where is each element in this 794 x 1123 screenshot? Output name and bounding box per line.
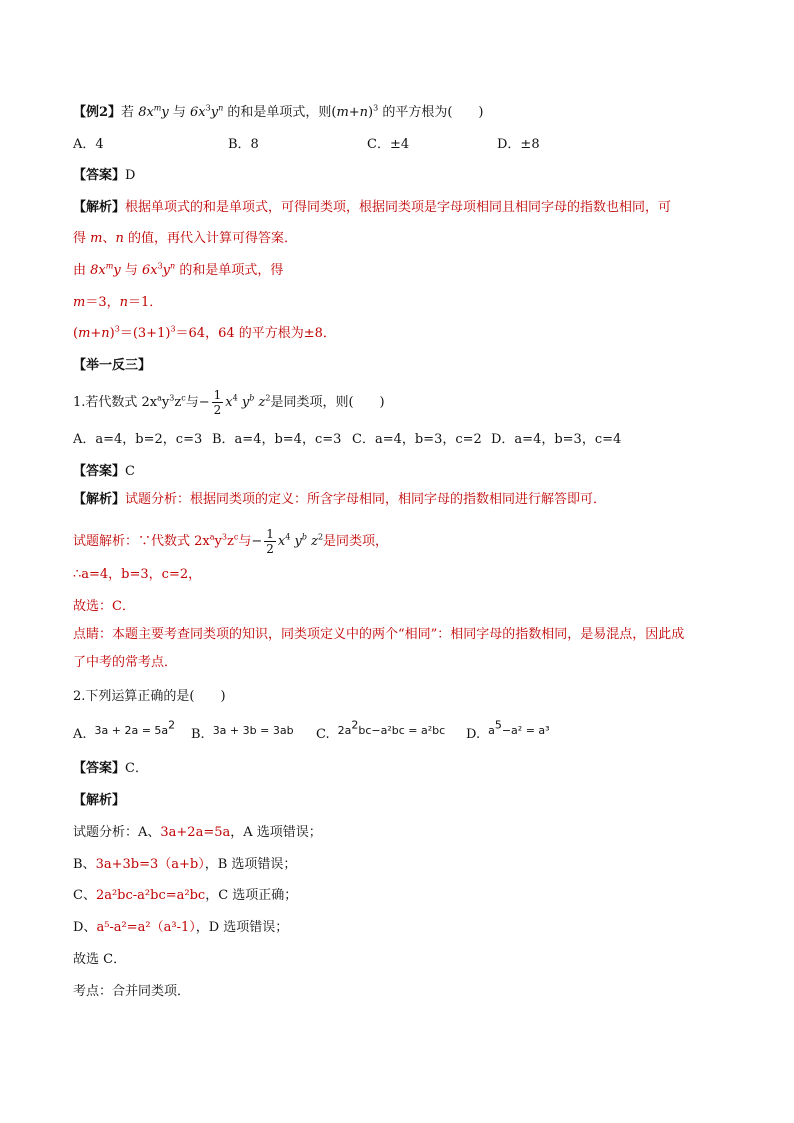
option-b: B．8	[228, 137, 259, 152]
fraction-half-solution: $\frac{1}{2}$	[266, 527, 274, 556]
q2-step-3: C、2a²bc-a²bc=a²bc，C 选项正确；	[73, 888, 298, 903]
analysis-step-1: 由 $8x^my$ 与 $6x^3y^n$ 的和是单项式，得	[73, 261, 284, 278]
q2-step-4: D、a⁵-a²=a²（a³-1），D 选项错误；	[73, 920, 289, 935]
q1-solution: 试题解析：∵代数式 $2x^ay^3z^c$与− $\frac{1}{2}$ $x^4$ $y^b$ $z^2$是同类项，	[73, 527, 389, 556]
analysis-line-1: 【解析】根据单项式的和是单项式，可得同类项，根据同类项是字母项相同且相同字母的指数也相同，可	[73, 200, 672, 215]
option-a: A．4	[73, 137, 104, 152]
option-d: D．±8	[497, 137, 540, 152]
q2-step-1: 试题分析：A、3a+2a=5a，A 选项错误；	[73, 825, 322, 840]
q1-comment: 点睛：本题主要考查同类项的知识，同类项定义中的两个“相同”：相同字母的指数相同，是易混点，因此成	[73, 627, 685, 642]
extend-heading: 【举一反三】	[73, 358, 152, 373]
q2-choose: 故选 C．	[73, 952, 127, 967]
example-2-question: 【例2】若 $8x^my$ 与 $6x^3y^n$ 的和是单项式，则$(m+n)^3$ 的平方根为( )	[73, 103, 484, 120]
q1-answer-line: 【答案】C	[73, 464, 135, 479]
q2-point: 考点：合并同类项．	[73, 984, 191, 999]
q1-option-a: A．a=4，b=2，c=3	[73, 432, 203, 447]
answer-line: 【答案】D	[73, 168, 136, 183]
q2-option-d: D. $a^5-a^2 = a^3$	[466, 718, 550, 742]
q1-conclusion: ∴a=4，b=3，c=2，	[73, 567, 202, 582]
q1-option-b: B．a=4，b=4，c=3	[212, 432, 342, 447]
analysis-step-2: m＝3，n＝1．	[73, 295, 163, 310]
example-label: 【例2】	[73, 105, 122, 120]
analysis-step-3: $(m+n)^3=(3+1)^3=64$，64 的平方根为±8．	[73, 324, 336, 341]
q1-analysis-line: 【解析】试题分析：根据同类项的定义：所含字母相同，相同字母的指数相同进行解答即可．	[73, 492, 607, 507]
option-c: C．±4	[367, 137, 410, 152]
q1-option-c: C．a=4，b=3，c=2	[352, 432, 482, 447]
q2-option-a: A. $3a + 2a = 5a^2$	[73, 718, 176, 742]
q1-question: 1.若代数式 $2x^ay^3z^c$与− $\frac{1}{2}$ $x^4$ $y^b$ $z^2$是同类项，则( )	[73, 388, 385, 417]
q2-option-c: C. $2a^2bc-a^2bc = a^2bc$	[316, 718, 446, 742]
q1-choose: 故选：C．	[73, 599, 135, 614]
fraction-half: $\frac{1}{2}$	[213, 388, 222, 417]
q2-analysis-label: 【解析】	[73, 793, 126, 808]
q2-step-2: B、3a+3b=3（a+b），B 选项错误；	[73, 857, 297, 872]
q2-option-b: B. 3a + 3b = 3ab	[191, 724, 294, 742]
q1-comment-2: 了中考的常考点．	[73, 655, 178, 670]
q1-option-d: D．a=4，b=3，c=4	[491, 432, 622, 447]
analysis-line-2: 得 m、n 的值，再代入计算可得答案．	[73, 231, 297, 246]
q2-answer-line: 【答案】C．	[73, 761, 148, 776]
q2-question: 2.下列运算正确的是( )	[73, 689, 226, 704]
